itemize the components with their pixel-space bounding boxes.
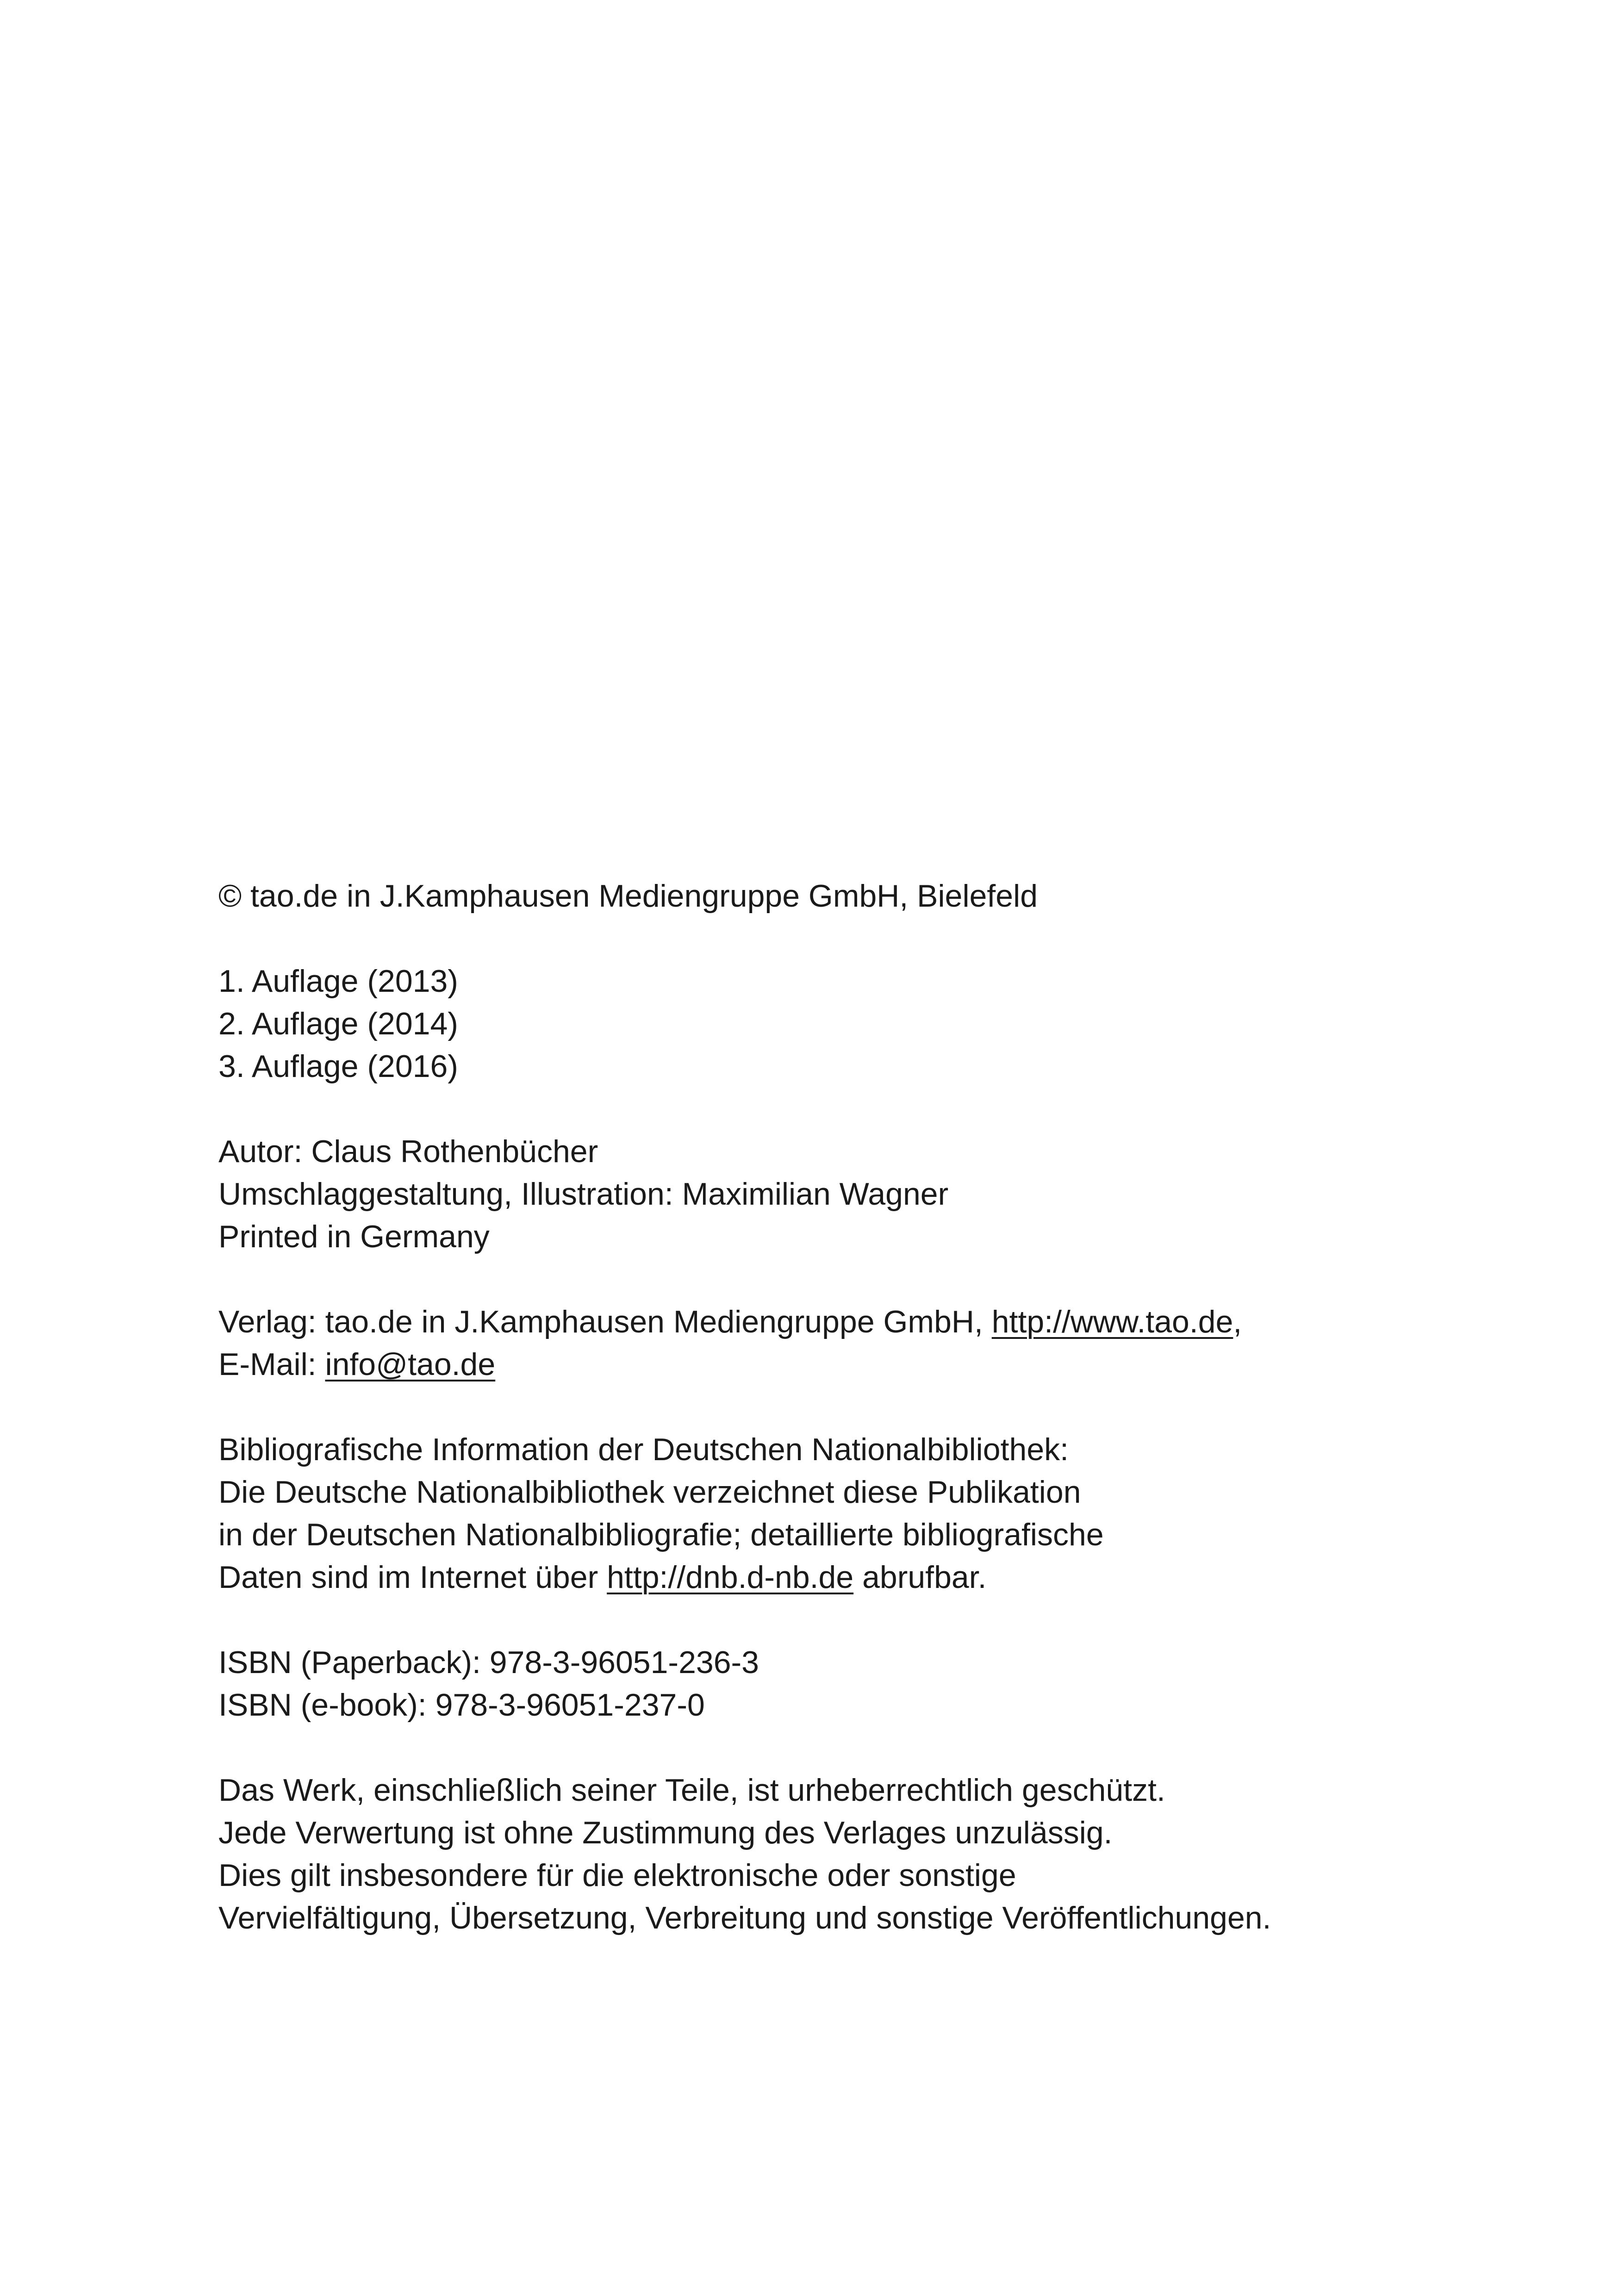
publisher-url-link[interactable]: http://www.tao.de [991,1304,1233,1339]
publisher-prefix: Verlag: tao.de in J.Kamphausen Mediengruppe GmbH, [218,1304,992,1339]
bibliography-block [218,1428,1561,1599]
rights-line: Das Werk, einschließlich seiner Teile, ist urheberrechtlich geschützt. [218,1773,1165,1808]
credits-block [218,1130,1561,1258]
copyright-block [218,875,1561,917]
bibliography-line [218,1556,1561,1599]
copyright-line: © tao.de in J.Kamphausen Mediengruppe GmbH, Bielefeld [218,878,1038,914]
publisher-block [218,1300,1561,1386]
dnb-link[interactable]: http://dnb.d-nb.de [607,1560,854,1595]
rights-line: Jede Verwertung ist ohne Zustimmung des Verlages unzulässig. [218,1815,1113,1850]
cover-credit-line: Umschlaggestaltung, Illustration: Maximilian Wagner [218,1176,949,1212]
edition-line: 3. Auflage (2016) [218,1049,458,1084]
email-line [218,1343,1561,1386]
bibliography-prefix: Daten sind im Internet über [218,1560,607,1595]
bibliography-line: Bibliografische Information der Deutschen Nationalbibliothek: [218,1432,1069,1467]
bibliography-line: in der Deutschen Nationalbibliografie; detaillierte bibliografische [218,1517,1104,1552]
edition-line: 2. Auflage (2014) [218,1006,458,1041]
rights-line: Vervielfältigung, Übersetzung, Verbreitung und sonstige Veröffentlichungen. [218,1900,1271,1935]
editions-block [218,960,1561,1088]
email-link[interactable]: info@tao.de [325,1347,496,1382]
rights-block [218,1769,1561,1939]
isbn-block [218,1641,1561,1726]
rights-line: Dies gilt insbesondere für die elektronische oder sonstige [218,1858,1016,1893]
isbn-paperback: ISBN (Paperback): 978-3-96051-236-3 [218,1645,759,1680]
isbn-ebook: ISBN (e-book): 978-3-96051-237-0 [218,1687,705,1723]
publisher-line [218,1300,1561,1343]
author-line: Autor: Claus Rothenbücher [218,1134,598,1169]
printed-line: Printed in Germany [218,1219,490,1254]
imprint-page [218,875,1561,1982]
publisher-url-suffix: , [1233,1304,1242,1339]
bibliography-line: Die Deutsche Nationalbibliothek verzeichnet diese Publikation [218,1475,1081,1510]
email-prefix: E-Mail: [218,1347,325,1382]
bibliography-suffix: abrufbar. [853,1560,987,1595]
edition-line: 1. Auflage (2013) [218,964,458,999]
